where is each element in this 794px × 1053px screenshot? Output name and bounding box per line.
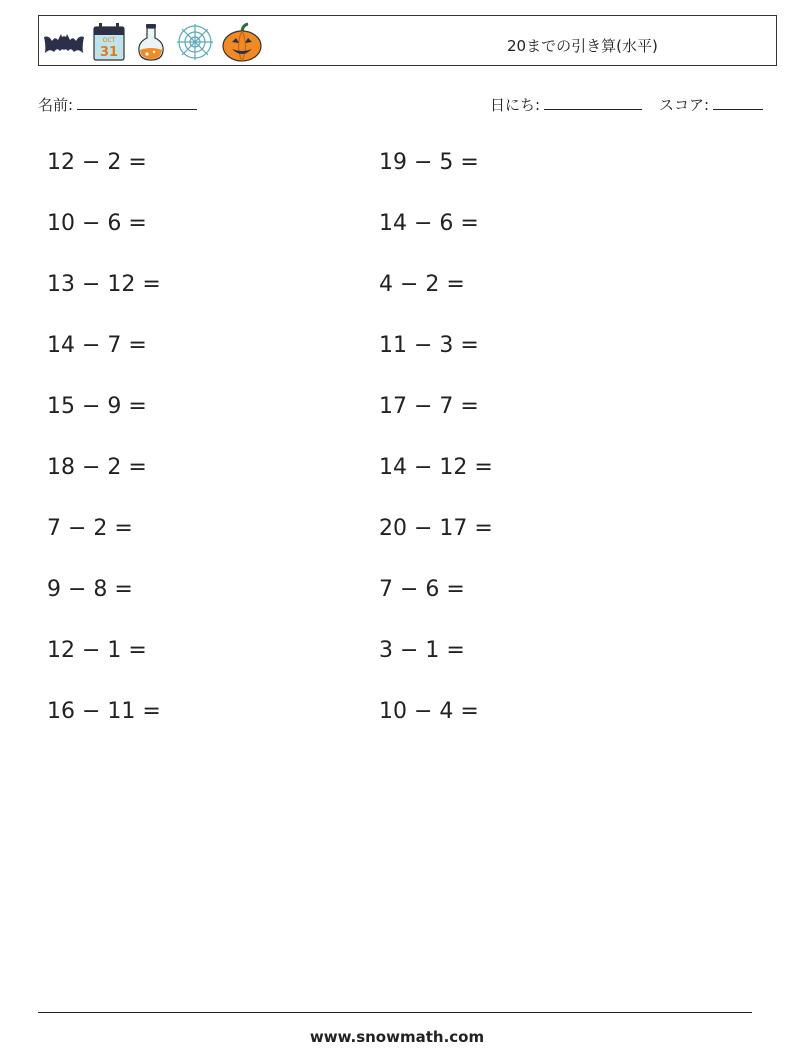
potion-flask-icon <box>133 21 169 63</box>
problem-item: 4 − 2 = <box>379 272 465 297</box>
problem-item: 14 − 7 = <box>47 333 147 358</box>
problem-item: 12 − 2 = <box>47 150 147 175</box>
score-blank <box>713 95 763 110</box>
problem-item: 13 − 12 = <box>47 272 161 297</box>
bat-icon <box>43 27 85 57</box>
footer-divider <box>38 1012 752 1013</box>
problem-item: 14 − 6 = <box>379 211 479 236</box>
name-label: 名前: <box>38 96 74 114</box>
problem-item: 11 − 3 = <box>379 333 479 358</box>
date-field <box>490 94 642 115</box>
calendar-month: OCT <box>102 37 116 44</box>
score-label: スコア: <box>659 96 710 114</box>
calendar-icon <box>91 21 127 63</box>
problem-item: 3 − 1 = <box>379 638 465 663</box>
calendar-day: 31 <box>99 45 119 60</box>
problem-column-right <box>379 148 493 758</box>
score-field <box>659 94 763 115</box>
jack-o-lantern-icon <box>221 21 263 63</box>
problem-item: 10 − 4 = <box>379 699 479 724</box>
icon-strip <box>43 20 263 64</box>
problem-item: 16 − 11 = <box>47 699 161 724</box>
worksheet-title: 20までの引き算(水平) <box>507 37 658 55</box>
problem-item: 10 − 6 = <box>47 211 147 236</box>
problem-item: 19 − 5 = <box>379 150 479 175</box>
footer-site-url: www.snowmath.com <box>309 1028 485 1046</box>
spider-web-icon <box>175 22 215 62</box>
problem-item: 20 − 17 = <box>379 516 493 541</box>
problem-item: 7 − 6 = <box>379 577 465 602</box>
problem-item: 9 − 8 = <box>47 577 133 602</box>
name-field <box>38 94 197 115</box>
problem-item: 14 − 12 = <box>379 455 493 480</box>
problem-column-left <box>47 148 161 758</box>
date-label: 日にち: <box>490 96 541 114</box>
name-blank <box>77 95 197 110</box>
problem-item: 12 − 1 = <box>47 638 147 663</box>
worksheet-header <box>38 15 777 66</box>
problem-item: 18 − 2 = <box>47 455 147 480</box>
date-blank <box>544 95 642 110</box>
problem-item: 15 − 9 = <box>47 394 147 419</box>
problem-item: 17 − 7 = <box>379 394 479 419</box>
problem-item: 7 − 2 = <box>47 516 133 541</box>
